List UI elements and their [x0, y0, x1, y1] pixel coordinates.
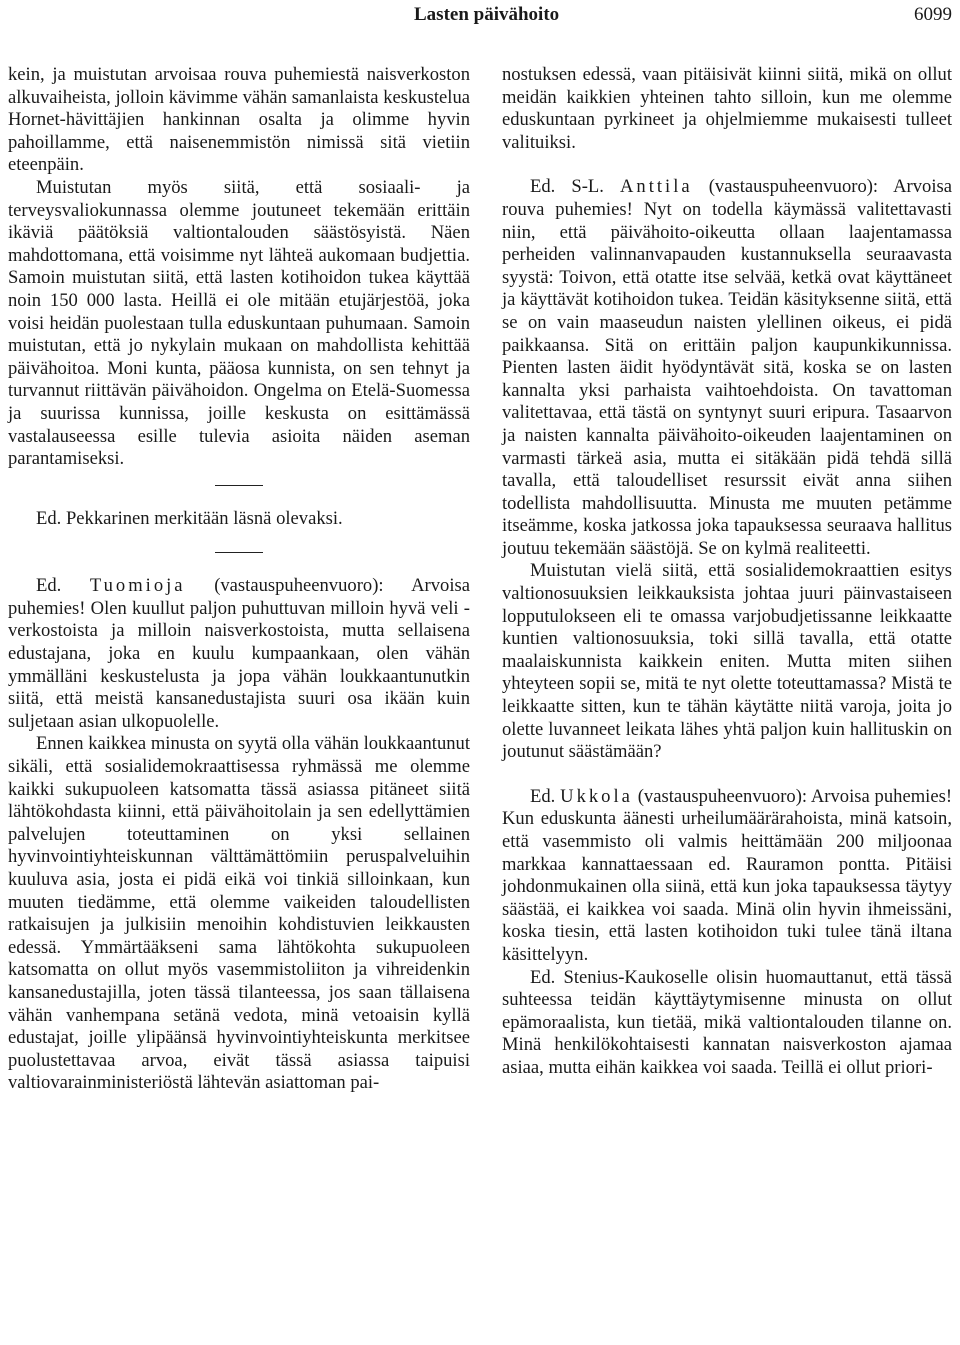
speech-paragraph [502, 176, 952, 560]
page-number: 6099 [914, 4, 952, 25]
speech-paragraph [8, 575, 470, 733]
speech-text: Nyt on todella käymässä valitettavasti niin, että päivähoito-oikeutta ollaan laajentamassa perheiden valinnanvapauden kustannuksella seuraavasta syystä: Toivon, että otatte itse selvää, ketkä ovat käyttäneet ja käyttävät kotihoidon tukea. Teidän käsityksenne siitä, että se on vain maaseudun naisten ylellinen oikeus, ei pidä paikkaansa. Sitä on erittäin paljon kaupunkikunnissa. Pienten lasten äidit hyödyntävät sitä, koska se on lasten kannalta yksi parhaista vaihtoehdoista. On tavattoman valitettavaa, että tästä on syntynyt suuri eripura. Tasaarvon ja naisten kannalta päivähoito-oikeuden laajentaminen on varmasti tärkeä asia, mutta ei sitäkään pidä tehdä sillä tavalla, että taloudelliset resurssit eivät anna siihen todellista mahdollisuutta. Minusta me muuten petämme itseämme, koska jatkossa joka tapauksessa seuraava hallitus joutuu tekemään säästöjä. Se on kylmä realiteetti. [502, 198, 953, 559]
section-title: Lasten päivähoito [414, 4, 560, 25]
left-column [8, 64, 470, 1095]
speech-text: Kun eduskunta äänesti urheilumäärärahoista, minä katsoin, että vasemmisto oli valmis heittämään 200 miljoonaa markkaa kannattaessaan ed. Rauramon pontta. Pitäisi johdonmukainen olla siinä, että kun joka tapauksessa täytyy säästää, ei kaikkea voi saada. Minä olin hyvin ihmeissäni, koska tiesin, että lasten kotihoidon tuki tulee tänä iltana käsittelyyn. [502, 808, 952, 965]
speaker-role: (vastauspuheenvuoro): Arvoisa rouva puhemies! [502, 176, 953, 220]
notice-line: Ed. Pekkarinen merkitään läsnä olevaksi. [36, 507, 343, 529]
speaker-prefix: Ed. [36, 575, 62, 597]
paragraph: nostuksen edessä, vaan pitäisivät kiinni siitä, mikä on ollut meidän kaikkien yhteinen tahto silloin, kun me olemme eduskuntaan pyrkineet ja ohjelmiemme mukaisesti tulleet valituiksi. [502, 64, 952, 153]
speaker-name: Ukkola [560, 785, 633, 807]
speaker-role: (vastauspuheenvuoro): Arvoisa puhemies! [8, 575, 470, 619]
right-column [502, 64, 952, 1080]
speaker-prefix: Ed. S-L. [530, 176, 604, 198]
speaker-role: (vastauspuheenvuoro): Arvoisa puhemies! [637, 785, 953, 807]
paragraph: Muistutan myös siitä, että sosiaali- ja terveysvaliokunnassa olemme joutuneet tekemään erittäin ikäviä päätöksiä valtiontalouden säästösyistä. Näen mahdottomana, että voisimme nyt lähteä aukomaan budjettia. Samoin muistutan siitä, että lasten kotihoidon tukea käyttää noin 150 000 lasta. Heillä ei ole mitään etujärjestöä, joka voisi heidän puolestaan tulla eduskuntaan puhumaan. Samoin muistutan, että jo nykylain mukaan on mahdollista kehittää päivähoitoa. Moni kunta, pääosa kunnista, on sen tehnyt ja turvannut riittävän päivähoidon. Ongelma on Etelä-Suomessa ja suurissa kunnissa, joille keskusta on esittämässä vastalauseessa esille tulevia asioita näiden aseman parantamiseksi. [8, 176, 470, 470]
paragraph: Ennen kaikkea minusta on syytä olla vähän loukkaantunut sikäli, että sosialidemokraattisessa ryhmässä me olemme kaikki sukupuoleen katsomatta tässä asiassa pitäneet siitä lähtökohdasta kiinni, että päivähoitolain ja sen edellyttämien palvelujen toteuttaminen on yksi sellainen hyvinvointiyhteiskunnan välttämättömiin peruspalveluihin kuuluva asia, josta ei pidä eikä voi tinkiä silloinkaan, kun muuten tiedämme, että olemme vaikeiden taloudellisten ratkaisujen ja julkisiin menoihin kohdistuvien leikkausten edessä. Ymmärtääkseni sama lähtökohta sukupuoleen katsomatta on ollut myös vasemmistoliiton ja vihreidenkin kansanedustajilla, joten tässä tilanteessa, jos saan tällaisena vähän vanhempana setänä vedota, minä vetoaisin kyllä edustajat, joille ylipäänsä hyvinvointiyhteiskunta merkitsee puolustettavaa arvoa, eivät tässä asiassa taipuisi valtiovarainministeriöstä lähtevän asiattoman pai- [8, 733, 470, 1094]
speaker-name: Anttila [620, 176, 693, 198]
speaker-prefix: Ed. [530, 785, 556, 807]
page-header [8, 4, 952, 32]
paragraph: kein, ja muistutan arvoisaa rouva puhemiestä naisverkoston alkuvaiheista, jolloin kävimme vähän samanlaista keskustelua Hornet-hävittäjien hankinnan osalta ja olimme hyvin pahoillamme, että naisenemmistön nimissä sitä vietiin eteenpäin. [8, 64, 470, 176]
section-divider [215, 552, 263, 553]
speaker-name: Tuomioja [89, 575, 186, 597]
paragraph: Muistutan vielä siitä, että sosialidemokraattien esitys valtionosuuksien leikkauksista johtaa juuri päinvastaiseen lopputulokseen eli te omassa varjobudjetissanne leikkaatte kuntien valtionosuuksia, toki sillä tavalla, että otatte maalaiskunnista kaikkein eniten. Mutta miten siihen yhteyteen sopii se, mitä te nyt olette toteuttamassa? Mistä te leikkaatte sitten, kun te tähän käytätte niitä varoja, joita jo olette luvanneet leikata lähes yhtä paljon kuin hallituskin on joutunut säästämään? [502, 560, 952, 763]
speech-paragraph [502, 786, 952, 967]
section-divider [215, 485, 263, 486]
paragraph: Ed. Stenius-Kaukoselle olisin huomauttanut, että tässä suhteessa teidän käyttäytymisenne minusta on ollut epämoraalista, kun tietää, mikä valtiontalouden tilanne on. Minä henkilökohtaisesti kannatan naisverkoston ajamaa asiaa, mutta eihän kaikkea voi saada. Teillä ei ollut priori- [502, 966, 952, 1078]
speech-text: Olen kuullut paljon puhuttuvan milloin hyvä veli -verkostoista ja milloin naisverkostoista, mutta sellaisena edustajana, joka en kuulu kumpaankaan, olen vähän ymmälläni keskustelusta ja jopa vähän loukkaantunutkin siitä, että meistä kansanedustajista suuri osa ikään kuin suljetaan asian ulkopuolelle. [8, 597, 470, 732]
